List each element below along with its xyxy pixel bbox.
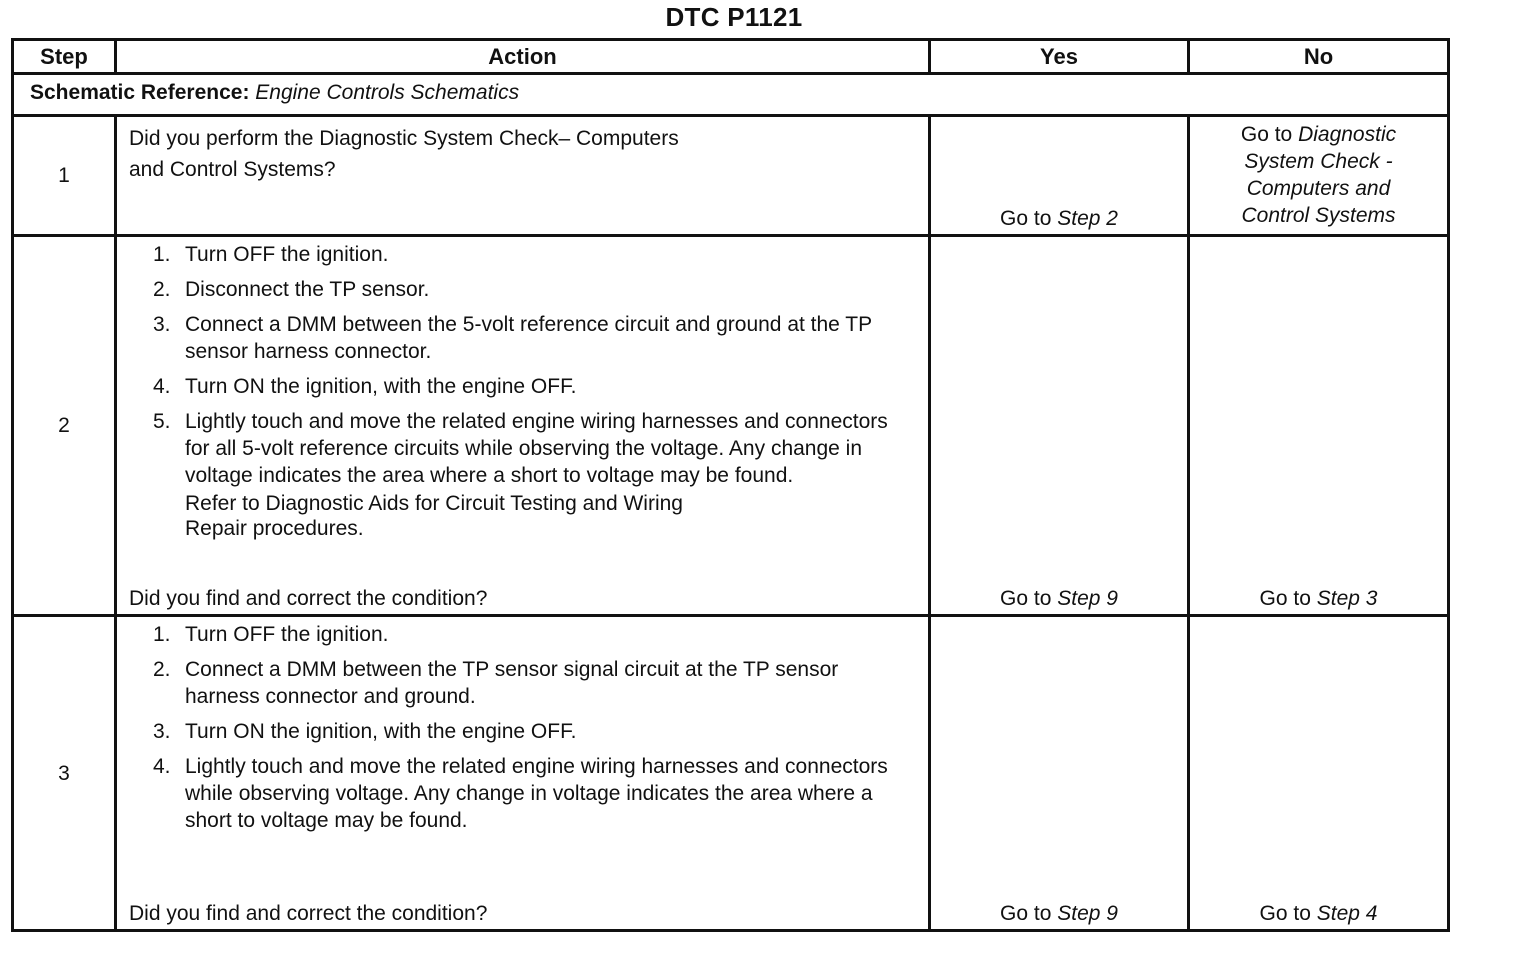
procedure-reference: Diagnostic — [1298, 123, 1397, 146]
no-cell — [1189, 116, 1449, 236]
yes-cell — [930, 236, 1189, 616]
diagnostic-table — [11, 38, 1450, 932]
step-number: 3 — [13, 616, 116, 931]
question-text: Did you find and correct the condition? — [129, 587, 488, 610]
step-reference: Step 9 — [1057, 587, 1118, 610]
yes-cell — [930, 116, 1189, 236]
reference-note: Refer to Diagnostic Aids for Circuit Testing and Wiring Repair procedures. — [185, 492, 683, 540]
no-result: Go to Step 3 — [1259, 587, 1378, 610]
list-item: 4. Turn ON the ignition, with the engine OFF. — [153, 375, 577, 398]
yes-result: Go to Step 9 — [1000, 902, 1118, 925]
step-reference: Step 2 — [1057, 207, 1118, 230]
go-to-text: Go to — [1000, 207, 1058, 230]
procedure-reference: Computers and — [1246, 177, 1391, 200]
no-cell — [1189, 236, 1449, 616]
action-text: Did you perform the Diagnostic System Check– Computers — [129, 127, 679, 150]
list-item: 2. Disconnect the TP sensor. — [153, 278, 430, 301]
list-item: 1. Turn OFF the ignition. — [153, 243, 389, 266]
procedure-reference: System Check - — [1244, 150, 1393, 173]
go-to-text: Go to — [1240, 123, 1299, 146]
list-item: 4. Lightly touch and move the related engine wiring harnesses and connectors while observing voltage. Any change in voltage indicates the area where a short to voltage may be found. — [153, 755, 888, 832]
list-item: 2. Connect a DMM between the TP sensor signal circuit at the TP sensor harness connector and ground. — [153, 658, 839, 708]
table-row — [13, 236, 1449, 616]
step-reference: Step 4 — [1316, 902, 1378, 925]
header-no: No — [1189, 40, 1449, 74]
header-action: Action — [116, 40, 930, 74]
step-number: 1 — [13, 116, 116, 236]
schematic-reference-value: Engine Controls Schematics — [255, 81, 520, 104]
schematic-reference-label: Schematic Reference: — [30, 81, 250, 104]
yes-cell — [930, 616, 1189, 931]
list-item: 3. Turn ON the ignition, with the engine OFF. — [153, 720, 577, 743]
step-reference: Step 9 — [1057, 902, 1118, 925]
action-cell — [116, 116, 930, 236]
yes-result: Go to Step 9 — [1000, 587, 1118, 610]
action-cell — [116, 616, 930, 931]
no-result — [1190, 117, 1447, 229]
action-cell — [116, 236, 930, 616]
yes-result — [931, 205, 1187, 232]
table-row — [13, 116, 1449, 236]
step-number: 2 — [13, 236, 116, 616]
no-result: Go to Step 4 — [1259, 902, 1378, 925]
procedure-list — [117, 621, 928, 834]
list-item: 1. Turn OFF the ignition. — [153, 623, 389, 646]
header-yes: Yes — [930, 40, 1189, 74]
header-row — [13, 40, 1449, 74]
schematic-reference — [13, 74, 1449, 116]
step-reference: Step 3 — [1316, 587, 1378, 610]
list-item: 3. Connect a DMM between the 5-volt reference circuit and ground at the TP sensor harness connector. — [153, 313, 872, 363]
question-text: Did you find and correct the condition? — [129, 902, 488, 925]
header-step: Step — [13, 40, 116, 74]
no-cell — [1189, 616, 1449, 931]
page-title: DTC P1121 — [665, 2, 803, 32]
schematic-reference-row — [13, 74, 1449, 116]
table-row — [13, 616, 1449, 931]
list-item: 5. Lightly touch and move the related engine wiring harnesses and connectors for all 5-volt reference circuits while observing the voltage. Any change in voltage indicates the area where a short to voltage may be found. — [153, 410, 888, 487]
procedure-list — [117, 241, 928, 489]
action-text: and Control Systems? — [129, 158, 336, 181]
procedure-reference: Control Systems — [1241, 204, 1396, 227]
